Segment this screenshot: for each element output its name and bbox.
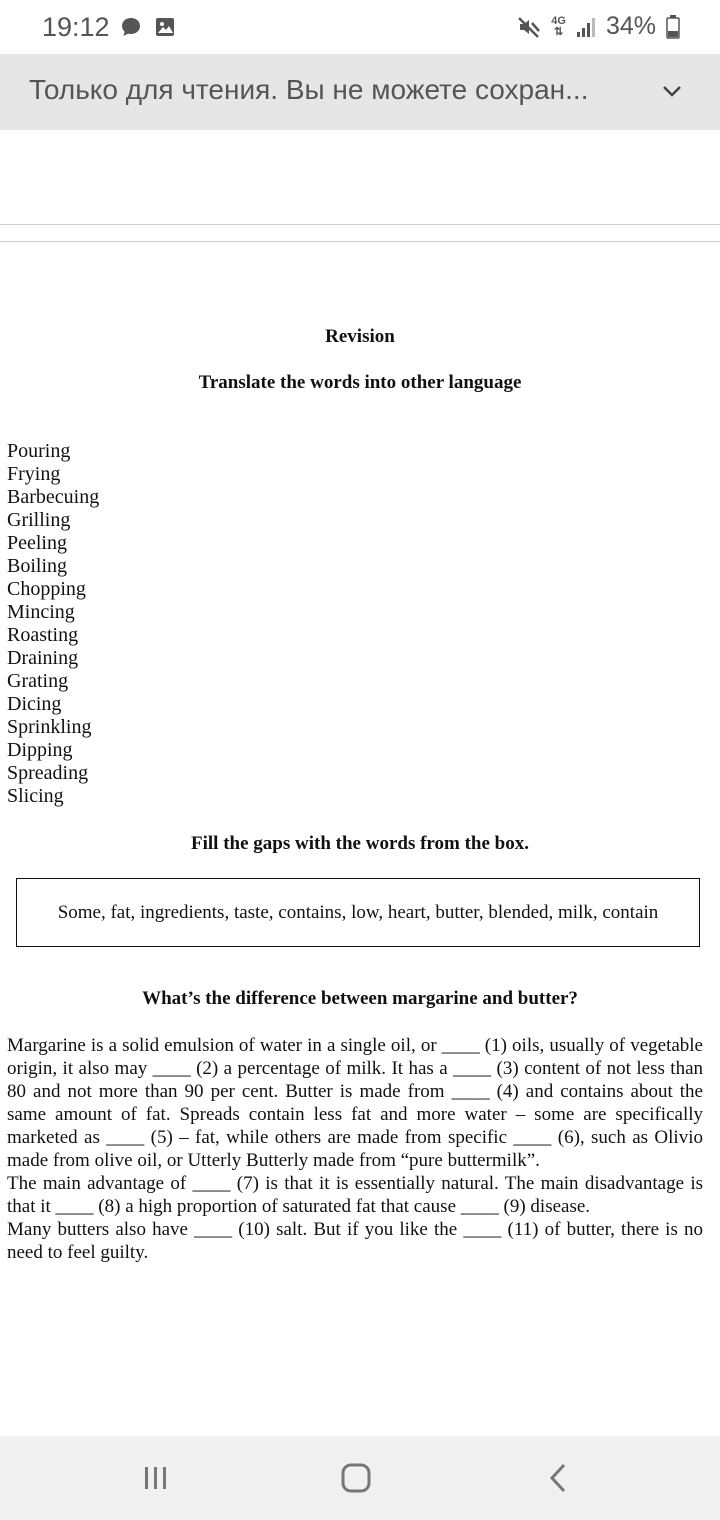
list-item: Dicing: [7, 693, 62, 715]
word-list: [7, 440, 99, 808]
list-item: Grilling: [7, 509, 71, 531]
passage: [7, 1034, 703, 1264]
data-arrows-icon: [551, 16, 566, 38]
recent-apps-icon[interactable]: [136, 1460, 176, 1496]
read-only-banner[interactable]: [0, 54, 720, 130]
passage-paragraph: Margarine is a solid emulsion of water in a single oil, or ____ (1) oils, usually of vegetable origin, it also may ____ (2) a percentage of milk. It has a ____ (3) content of not less than 80 and not more than 90 per cent. Butter is made from ____ (4) and contains about the same amount of fat. Spreads contain less fat and more water – some are specifically marketed as ____ (5) – fat, while others are made from specific ____ (6), such as Olivio made from olive oil, or Utterly Butterly made from “pure buttermilk”.: [7, 1035, 703, 1171]
passage-paragraph: The main advantage of ____ (7) is that it is essentially natural. The main disadvantage is that it ____ (8) a high proportion of saturated fat that cause ____ (9) disease.: [7, 1173, 703, 1217]
navigation-bar: [0, 1436, 720, 1520]
home-icon[interactable]: [336, 1460, 376, 1496]
status-system-icons: [517, 12, 680, 41]
status-bar: [0, 0, 720, 54]
list-item: Frying: [7, 463, 61, 485]
read-only-message: Только для чтения. Вы не можете сохран...: [29, 74, 589, 105]
mute-icon: [517, 15, 541, 39]
word-box: [16, 878, 700, 947]
toolbar-divider: [0, 224, 720, 225]
battery-percent: 34%: [605, 12, 656, 40]
doc-title: Revision: [325, 326, 395, 347]
network-type: 4G: [551, 14, 566, 27]
chat-bubble-icon: [120, 16, 142, 38]
passage-paragraph: Many butters also have ____ (10) salt. But if you like the ____ (11) of butter, there is no need to feel guilty.: [7, 1219, 703, 1263]
list-item: Draining: [7, 647, 79, 669]
status-time: 19:12: [42, 12, 110, 42]
status-notification-icons: [120, 16, 176, 38]
back-icon[interactable]: [538, 1460, 578, 1496]
signal-icon: [576, 16, 596, 38]
word-box-text: Some, fat, ingredients, taste, contains, low, heart, butter, blended, milk, contain: [57, 901, 659, 923]
list-item: Dipping: [7, 739, 73, 761]
page-top-edge: [0, 241, 720, 242]
list-item: Slicing: [7, 785, 64, 807]
list-item: Sprinkling: [7, 716, 92, 738]
image-icon: [154, 16, 176, 38]
list-item: Spreading: [7, 762, 89, 784]
list-item: Mincing: [7, 601, 75, 623]
arrows-glyph: ⇅: [554, 25, 564, 38]
list-item: Chopping: [7, 578, 86, 600]
list-item: Pouring: [7, 440, 71, 462]
passage-title: What’s the difference between margarine and butter?: [142, 988, 578, 1009]
list-item: Barbecuing: [7, 486, 100, 508]
list-item: Roasting: [7, 624, 79, 646]
list-item: Boiling: [7, 555, 68, 577]
task-fill-gaps-heading: Fill the gaps with the words from the box.: [191, 833, 529, 854]
battery-icon: [666, 15, 680, 39]
list-item: Peeling: [7, 532, 67, 554]
list-item: Grating: [7, 670, 69, 692]
chevron-down-icon[interactable]: [660, 79, 684, 103]
task-translate-heading: Translate the words into other language: [198, 372, 522, 393]
